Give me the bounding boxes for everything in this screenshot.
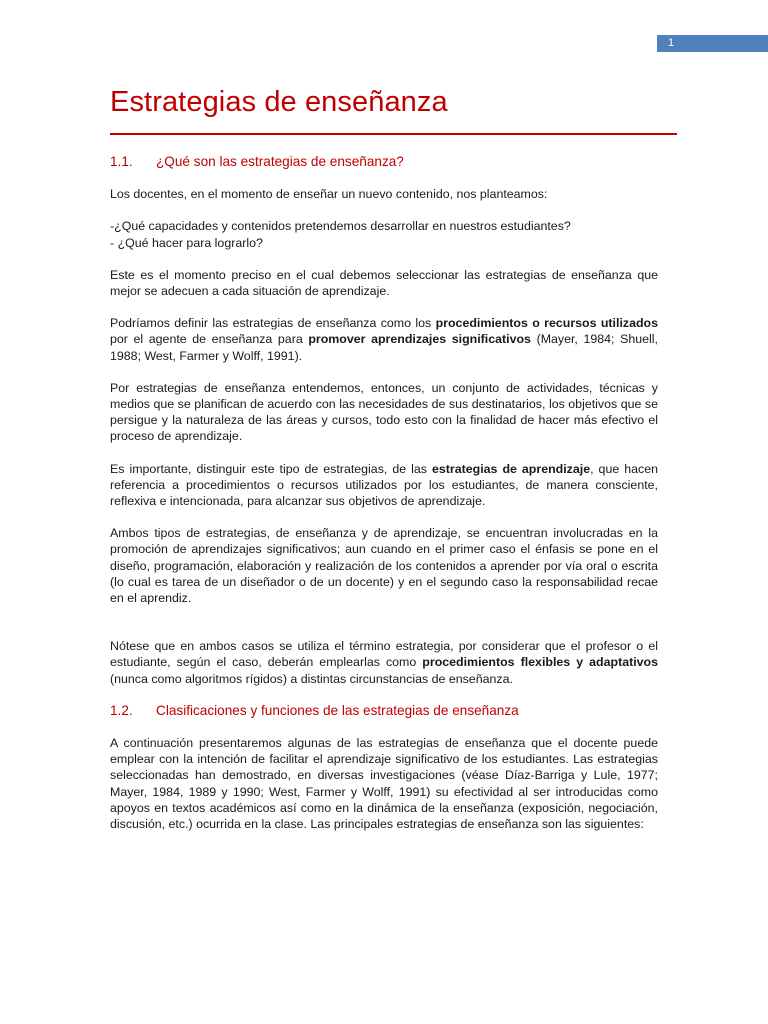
question-list [110,218,658,250]
paragraph-moment: Este es el momento preciso en el cual debemos seleccionar las estrategias de enseñanza que mejor se adecuen a cada situación de aprendizaje. [110,267,658,299]
section-title: ¿Qué son las estrategias de enseñanza? [156,154,404,169]
section-number: 1.1. [110,154,133,169]
text-run: (nunca como algoritmos rígidos) a distintas circunstancias de enseñanza. [110,671,513,686]
section-number: 1.2. [110,702,133,718]
document-body [110,154,658,848]
text-run: Podríamos definir las estrategias de enseñanza como los [110,316,436,331]
question-item: -¿Qué capacidades y contenidos pretendemos desarrollar en nuestros estudiantes? [110,219,571,234]
bold-text: procedimientos o recursos utilizados [435,316,659,331]
section-heading-1-1 [110,154,658,170]
page-number-badge [657,35,768,52]
page-number: 1 [668,37,675,49]
paragraph-distinguish [110,461,658,510]
section-heading-1-2 [110,703,658,719]
text-run: , que hacen referencia a procedimientos o recursos utilizados por los estudiantes, de manera consciente, reflexiva e intencionada, para alcanzar sus objetivos de aprendizaje. [110,461,658,509]
title-underline [110,133,677,135]
section-title: Clasificaciones y funciones de las estrategias de enseñanza [156,702,519,718]
paragraph-definition [110,315,658,364]
bold-text: promover aprendizajes significativos [308,332,531,347]
text-run: Es importante, distinguir este tipo de estrategias, de las [110,461,432,476]
question-item: - ¿Qué hacer para lograrlo? [110,235,263,250]
paragraph-note [110,638,658,687]
text-run: (Mayer, 1984; Shuell, 1988; West, Farmer y Wolff, 1991). [110,332,658,363]
bold-text: estrategias de aprendizaje [432,461,591,476]
paragraph-both-types: Ambos tipos de estrategias, de enseñanza y de aprendizaje, se encuentran involucradas en la promoción de aprendizajes significativos; aun cuando en el primer caso el énfasis se pone en el diseño, programación, elaboración y realización de los contenidos a aprender por vía oral o escrita (lo cual es tarea de un diseñador o de un docente) y en el segundo caso la responsabilidad recae en el aprendiz. [110,526,658,606]
document-title: Estrategias de enseñanza [110,86,448,118]
text-run: por el agente de enseñanza para [110,332,309,347]
bold-text: procedimientos flexibles y adaptativos [422,655,659,670]
paragraph-continuation: A continuación presentaremos algunas de las estrategias de enseñanza que el docente puede emplear con la intención de facilitar el aprendizaje significativo de los estudiantes. Las estrategias seleccionadas han demostrado, en diversas investigaciones (véase Díaz-Barriga y Lule, 1977; Mayer, 1984, 1989 y 1990; West, Farmer y Wolff, 1991) su efectividad al ser introducidas como apoyos en textos académicos así como en la dinámica de la enseñanza (exposición, negociación, discusión, etc.) ocurrida en la clase. Las principales estrategias de enseñanza son las siguientes: [110,736,658,832]
paragraph-intro: Los docentes, en el momento de enseñar un nuevo contenido, nos planteamos: [110,187,548,202]
paragraph-understanding: Por estrategias de enseñanza entendemos, entonces, un conjunto de actividades, técnicas y medios que se planifican de acuerdo con las necesidades de sus destinatarios, los objetivos que se persigue y la naturaleza de las áreas y cursos, todo esto con la finalidad de hacer más efectivo el proceso de aprendizaje. [110,380,658,444]
text-run: Nótese que en ambos casos se utiliza el término estrategia, por considerar que el profesor o el estudiante, según el caso, deberán emplearlas como [110,639,658,670]
